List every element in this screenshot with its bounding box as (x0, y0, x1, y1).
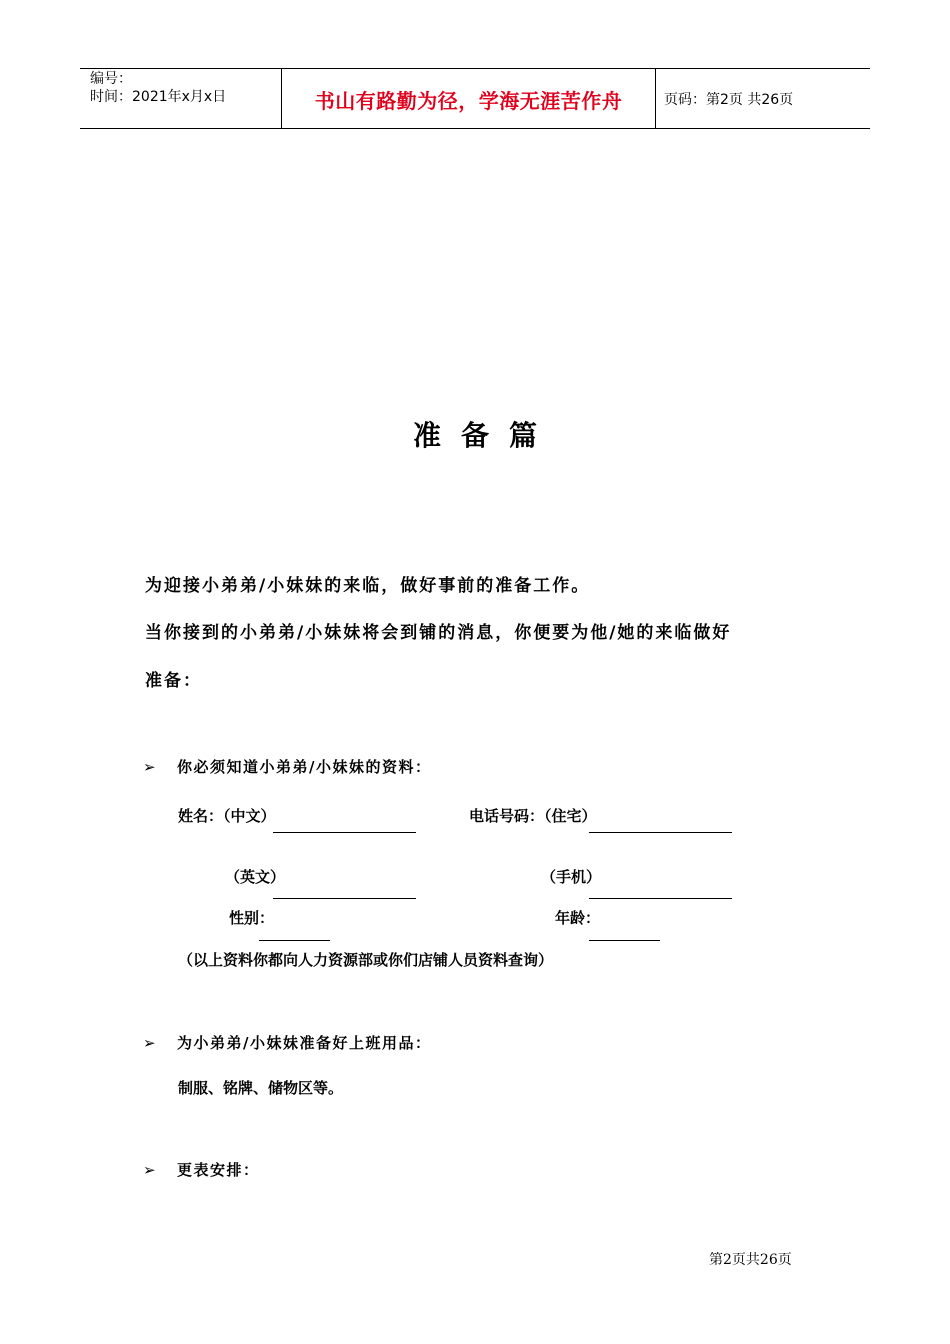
section-1-note: （以上资料你都向人力资源部或你们店铺人员资料查询） (178, 951, 554, 969)
section-2-items: 制服、铭牌、储物区等。 (178, 1079, 344, 1097)
header-meta (90, 70, 226, 106)
phone-mobile-blank (589, 898, 732, 899)
section-1-heading-text: 你必须知道小弟弟/小妹妹的资料： (177, 758, 432, 776)
section-3-heading (143, 1159, 260, 1180)
arrow-bullet-icon: ➢ (143, 1034, 156, 1052)
phone-home-blank (589, 832, 732, 833)
footer-page-number: 第2页共26页 (709, 1252, 792, 1268)
header-bottom-rule (80, 128, 870, 129)
header-time-label: 时间：2021年x月x日 (90, 89, 227, 105)
name-chinese-label: 姓名：（中文） (178, 807, 276, 825)
intro-line-3: 准备： (145, 671, 202, 691)
phone-mobile-label: （手机） (541, 868, 602, 886)
header-top-rule (80, 68, 870, 69)
gender-blank (259, 940, 330, 941)
section-3-heading-text: 更表安排： (177, 1161, 260, 1179)
section-2-heading (143, 1032, 431, 1053)
age-blank (589, 940, 660, 941)
page-title: 准备篇 (412, 419, 557, 452)
name-english-label: （英文） (225, 868, 286, 886)
arrow-bullet-icon: ➢ (143, 758, 156, 776)
intro-line-1: 为迎接小弟弟/小妹妹的来临，做好事前的准备工作。 (145, 576, 591, 596)
age-label: 年龄： (555, 909, 601, 927)
header-number-label: 编号： (90, 71, 132, 87)
name-english-blank (273, 898, 416, 899)
phone-home-label: 电话号码：（住宅） (469, 807, 597, 825)
gender-label: 性别： (229, 909, 275, 927)
section-1-heading (143, 756, 431, 777)
header-motto: 书山有路勤为径，学海无涯苦作舟 (314, 89, 623, 113)
intro-line-2: 当你接到的小弟弟/小妹妹将会到铺的消息，你便要为他/她的来临做好 (145, 623, 732, 643)
name-chinese-blank (273, 832, 416, 833)
section-2-heading-text: 为小弟弟/小妹妹准备好上班用品： (177, 1034, 432, 1052)
arrow-bullet-icon: ➢ (143, 1161, 156, 1179)
header-page-info: 页码：第2页 共26页 (664, 92, 794, 108)
header-divider-2 (655, 68, 656, 129)
